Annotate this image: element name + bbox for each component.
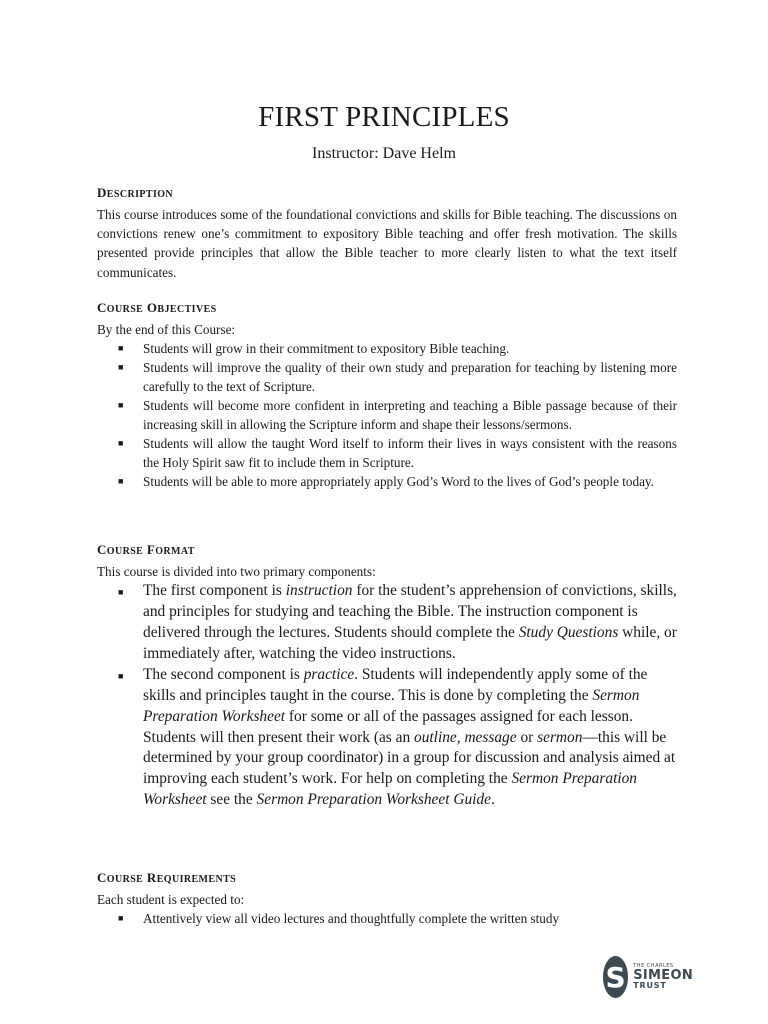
list-item: ■ Students will improve the quality of their own study and preparation for teaching by listening more carefully to the text of Scripture. [118, 360, 677, 395]
format-heading: COURSE FORMAT [97, 542, 195, 557]
list-item: ■ Students will be able to more appropriately apply God’s Word to the lives of God’s people today. [118, 474, 654, 490]
format-list [97, 581, 677, 811]
bullet-icon: ■ [118, 913, 124, 924]
requirements-section [97, 870, 677, 928]
bullet-icon: ■ [118, 343, 124, 354]
requirements-heading: COURSE REQUIREMENTS [97, 870, 237, 885]
bullet-icon: ■ [118, 670, 124, 681]
requirements-intro: Each student is expected to: [97, 892, 245, 907]
document-title: FIRST PRINCIPLES [258, 101, 510, 133]
bullet-icon: ■ [118, 476, 124, 487]
bullet-icon: ■ [118, 587, 124, 598]
format-section [97, 542, 677, 811]
requirements-list [97, 909, 677, 928]
description-section [97, 185, 677, 282]
format-intro: This course is divided into two primary components: [97, 564, 376, 579]
description-text: This course introduces some of the foundational convictions and skills for Bible teaching. The discussions on convictions renew one’s commitment to expository Bible teaching and offer fresh motivation. The skills presented provide principles that allow the Bible teacher to more clearly listen to what the text itself communicates. [97, 207, 677, 280]
list-item: ■ The second component is practice. Students will independently apply some of the skills and principles taught in the course. This is done by completing the Sermon Preparation Worksheet for some or all of the passages assigned for each lesson. Students will then present their work (as an outline, message or sermon—this will be determined by your group coordinator) in a group for discussion and analysis aimed at improving each student’s work. For help on completing the Sermon Preparation Worksheet see the Sermon Preparation Worksheet Guide. [118, 665, 676, 809]
bullet-icon: ■ [118, 400, 124, 411]
simeon-logo-icon: S [603, 956, 628, 998]
objectives-heading: COURSE OBJECTIVES [97, 300, 217, 315]
simeon-trust-logo [603, 954, 693, 1000]
list-item: ■ Students will grow in their commitment to expository Bible teaching. [118, 341, 510, 357]
logo-wordmark: THE CHARLES SIMEON TRUST [633, 963, 693, 990]
objectives-list [97, 339, 677, 491]
list-item: ■ The first component is instruction for the student’s apprehension of convictions, skills, and principles for studying and teaching the Bible. The instruction component is delivered through the lectures. Students should complete the Study Questions while, or immediately after, watching the video instructions. [118, 582, 677, 662]
objectives-intro: By the end of this Course: [97, 322, 236, 337]
list-item: ■ Attentively view all video lectures and thoughtfully complete the written study [118, 911, 560, 927]
bullet-icon: ■ [118, 362, 124, 373]
objectives-section [97, 300, 677, 491]
list-item: ■ Students will allow the taught Word itself to inform their lives in ways consistent with the reasons the Holy Spirit saw fit to include them in Scripture. [118, 436, 677, 471]
bullet-icon: ■ [118, 438, 124, 449]
description-heading: DESCRIPTION [97, 185, 174, 200]
list-item: ■ Students will become more confident in interpreting and teaching a Bible passage because of their increasing skill in allowing the Scripture inform and shape their lessons/sermons. [118, 398, 677, 433]
instructor-line: Instructor: Dave Helm [312, 145, 456, 162]
